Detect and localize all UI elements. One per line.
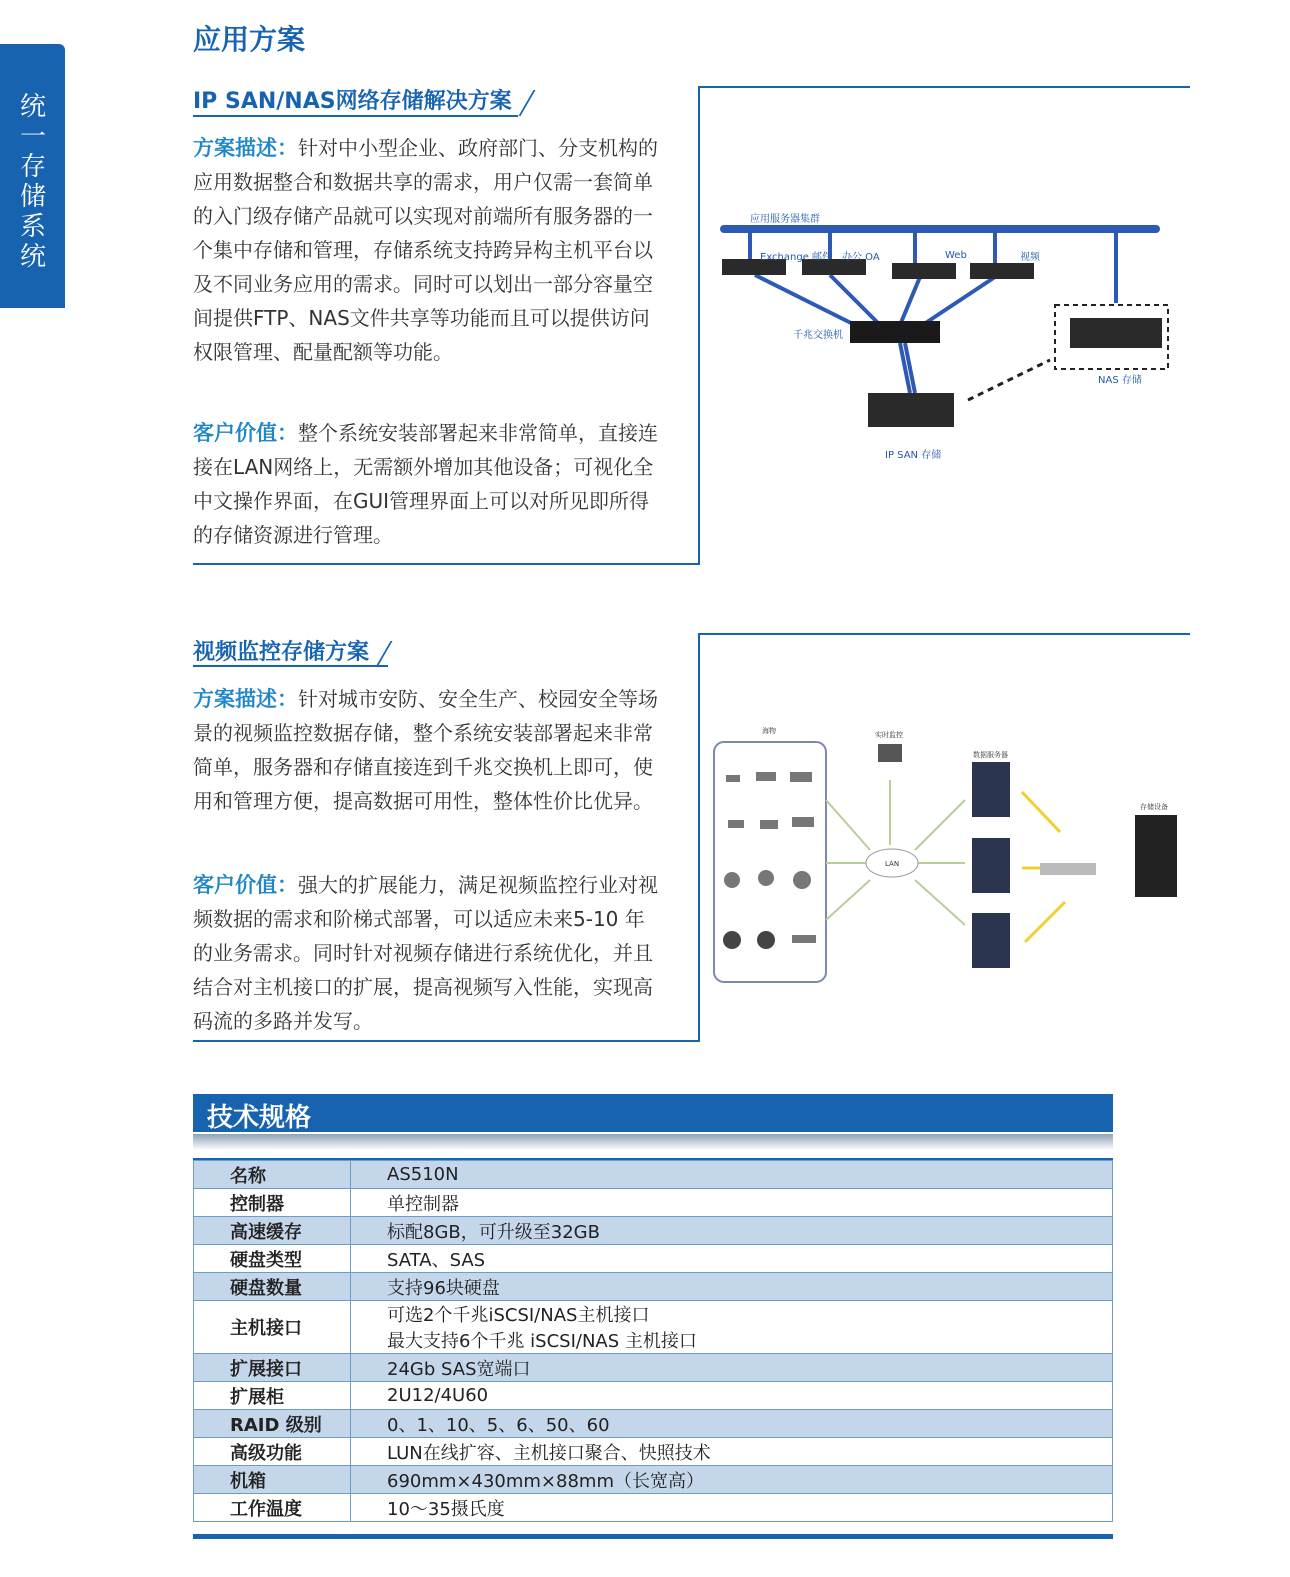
storage-controller-icon — [1040, 863, 1096, 875]
spec-row — [194, 1382, 1113, 1410]
side-tab-char: 储 — [19, 182, 46, 212]
ipsan-network-diagram — [700, 195, 1190, 475]
monitor-icon — [878, 744, 902, 762]
camera-icons — [723, 772, 816, 949]
spec-value — [351, 1301, 1113, 1354]
nas-storage-icon — [1070, 318, 1162, 348]
section1-frame-top — [698, 86, 1190, 88]
spec-key: 名称 — [194, 1161, 351, 1189]
spec-key: 扩展柜 — [194, 1382, 351, 1410]
spec-row — [194, 1410, 1113, 1438]
section1-value — [193, 416, 658, 552]
spec-value: 标配8GB，可升级至32GB — [351, 1217, 1113, 1245]
side-tab-char: 系 — [19, 212, 46, 242]
section2-title-underline — [193, 665, 388, 667]
page-title: 应用方案 — [193, 23, 306, 56]
spec-bottom-rule — [193, 1534, 1113, 1539]
section2-bottom-rule — [193, 1040, 700, 1042]
section2-desc-lead: 方案描述： — [193, 687, 298, 711]
spec-row — [194, 1466, 1113, 1494]
spec-key: 扩展接口 — [194, 1354, 351, 1382]
spec-value: 0、1、10、5、6、50、60 — [351, 1410, 1113, 1438]
spec-title: 技术规格 — [207, 1103, 312, 1133]
side-tab-char: 存 — [19, 152, 46, 182]
spec-value: LUN在线扩容、主机接口聚合、快照技术 — [351, 1438, 1113, 1466]
server-icon — [892, 263, 956, 279]
server-icon — [970, 263, 1034, 279]
section1-value-lead: 客户价值： — [193, 421, 298, 445]
camera-group-label: 海物 — [762, 727, 776, 735]
title-slash-decoration — [375, 641, 393, 665]
monitor-label: 实时监控 — [875, 731, 903, 739]
lan-label: LAN — [885, 860, 900, 868]
spec-value-line: 最大支持6个千兆 iSCSI/NAS 主机接口 — [387, 1331, 697, 1352]
section1-description — [193, 131, 658, 369]
spec-key: 控制器 — [194, 1189, 351, 1217]
side-tab-label — [18, 92, 48, 272]
cluster-label: 应用服务器集群 — [750, 214, 820, 225]
video-surveillance-diagram — [700, 720, 1190, 995]
spec-header-shadow — [193, 1134, 1113, 1150]
spec-value: 10～35摄氏度 — [351, 1494, 1113, 1522]
spec-value: 24Gb SAS宽端口 — [351, 1354, 1113, 1382]
spec-table — [193, 1160, 1113, 1522]
spec-value-line: 可选2个千兆iSCSI/NAS主机接口 — [387, 1305, 650, 1326]
side-tab-char: 一 — [19, 122, 46, 152]
section2-frame-top — [698, 633, 1190, 635]
spec-key: 硬盘数量 — [194, 1273, 351, 1301]
section1-desc-lead: 方案描述： — [193, 136, 298, 160]
data-server-icon — [972, 913, 1010, 968]
section2-desc-text: 针对城市安防、安全生产、校园安全等场景的视频监控数据存储，整个系统安装部署起来非常简单，服务器和存储直接连到千兆交换机上即可，使用和管理方便，提高数据可用性，整体性价比优异。 — [193, 687, 658, 813]
section2-value-text: 强大的扩展能力，满足视频监控行业对视频数据的需求和阶梯式部署，可以适应未来5-10 年的业务需求。同时针对视频存储进行系统优化，并且结合对主机接口的扩展，提高视频写入性能，实现高码流的多路并发写。 — [193, 873, 658, 1033]
section1-title — [193, 84, 536, 115]
spec-value: AS510N — [351, 1161, 1113, 1189]
ipsan-storage-icon — [868, 393, 954, 427]
section1-bottom-rule — [193, 563, 700, 565]
storage-rack-icon — [1135, 815, 1177, 897]
spec-row — [194, 1273, 1113, 1301]
section2-title-text: 视频监控存储方案 — [193, 640, 370, 665]
spec-row — [194, 1438, 1113, 1466]
spec-header-bar — [193, 1094, 1113, 1132]
section2-value-lead: 客户价值： — [193, 873, 298, 897]
spec-key: 机箱 — [194, 1466, 351, 1494]
spec-row — [194, 1354, 1113, 1382]
switch-icon — [850, 321, 940, 343]
section1-desc-text: 针对中小型企业、政府部门、分支机构的应用数据整合和数据共享的需求，用户仅需一套简单的入门级存储产品就可以实现对前端所有服务器的一个集中存储和管理，存储系统支持跨异构主机平台以及不同业务应用的需求。同时可以划出一部分容量空间提供FTP、NAS文件共享等功能而且可以提供访问权限管理、配量配额等功能。 — [193, 136, 658, 364]
server-cluster-bus — [720, 225, 1160, 233]
side-category-tab — [0, 44, 65, 308]
spec-value: 单控制器 — [351, 1189, 1113, 1217]
spec-value: 2U12/4U60 — [351, 1382, 1113, 1410]
spec-key: 硬盘类型 — [194, 1245, 351, 1273]
section2-value — [193, 868, 658, 1038]
spec-row — [194, 1189, 1113, 1217]
spec-row — [194, 1161, 1113, 1189]
spec-key: 主机接口 — [194, 1301, 351, 1354]
section2-title — [193, 635, 393, 666]
server-label-video: 视频 — [1020, 252, 1040, 263]
server-label-exchange: Exchange 邮件 — [760, 252, 833, 263]
section1-title-underline — [193, 115, 518, 117]
spec-row — [194, 1245, 1113, 1273]
switch-label: 千兆交换机 — [793, 330, 843, 341]
spec-row — [194, 1301, 1113, 1354]
data-server-icon — [972, 762, 1010, 817]
spec-row — [194, 1494, 1113, 1522]
title-slash-decoration — [518, 90, 536, 114]
spec-key: 高速缓存 — [194, 1217, 351, 1245]
data-server-label: 数据服务器 — [973, 751, 1008, 759]
spec-value: SATA、SAS — [351, 1245, 1113, 1273]
ipsan-label: IP SAN 存储 — [885, 450, 942, 461]
server-label-web: Web — [945, 250, 967, 261]
spec-key: 高级功能 — [194, 1438, 351, 1466]
spec-key: RAID 级别 — [194, 1410, 351, 1438]
section1-title-text: IP SAN/NAS网络存储解决方案 — [193, 89, 512, 114]
storage-label: 存储设备 — [1140, 803, 1168, 811]
section2-description — [193, 682, 658, 818]
spec-row — [194, 1217, 1113, 1245]
data-server-icon — [972, 838, 1010, 893]
side-tab-char: 统 — [19, 92, 46, 122]
spec-value: 690mm×430mm×88mm（长宽高） — [351, 1466, 1113, 1494]
spec-key: 工作温度 — [194, 1494, 351, 1522]
section1-value-text: 整个系统安装部署起来非常简单，直接连接在LAN网络上，无需额外增加其他设备；可视化全中文操作界面，在GUI管理界面上可以对所见即所得的存储资源进行管理。 — [193, 421, 658, 547]
nas-label: NAS 存储 — [1098, 375, 1142, 386]
server-label-oa: 办公 OA — [842, 252, 880, 263]
side-tab-char: 统 — [19, 242, 46, 272]
spec-value: 支持96块硬盘 — [351, 1273, 1113, 1301]
